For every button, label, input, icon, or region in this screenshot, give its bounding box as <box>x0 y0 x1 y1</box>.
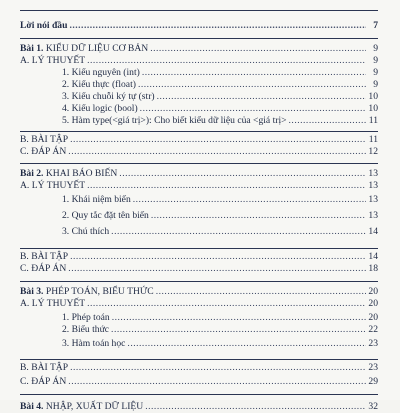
toc-subentry[interactable] <box>20 226 378 238</box>
toc-page-number: 9 <box>373 55 378 66</box>
toc-page-number: 11 <box>368 134 378 145</box>
lesson-label: Bài 1. <box>20 43 44 54</box>
toc-entry-title: A. LÝ THUYẾT <box>20 180 86 191</box>
toc-page-number: 29 <box>368 376 378 387</box>
dot-leader <box>145 401 366 413</box>
toc-entry-title: 3. Chú thích <box>62 226 110 237</box>
toc-entry-title: 3. Hàm toán học <box>62 338 126 349</box>
dot-leader <box>138 79 366 91</box>
dot-leader <box>87 180 366 192</box>
dot-leader <box>70 134 366 146</box>
dot-leader <box>142 67 366 79</box>
toc-entry-lesson-2-answers[interactable] <box>20 263 378 275</box>
toc-subentry[interactable] <box>20 79 378 91</box>
toc-page-number: 20 <box>368 312 378 323</box>
dot-leader <box>151 210 366 222</box>
toc-page-number: 13 <box>368 194 378 205</box>
dot-leader <box>112 312 366 324</box>
toc-page-number: 13 <box>368 168 378 179</box>
divider <box>20 38 378 39</box>
toc-entry-title: 2. Quy tắc đặt tên biến <box>62 210 149 221</box>
toc-page-number: 13 <box>368 210 378 221</box>
toc-entry-title: PHÉP TOÁN, BIỂU THỨC <box>45 286 154 297</box>
toc-entry-title: C. ĐÁP ÁN <box>20 263 67 274</box>
dot-leader <box>68 263 366 275</box>
toc-entry-lesson-2[interactable] <box>20 168 378 180</box>
dot-leader <box>111 226 366 238</box>
toc-subentry[interactable] <box>20 324 378 336</box>
dot-leader <box>111 324 366 336</box>
toc-page-number: 12 <box>368 146 378 157</box>
toc-page-number: 9 <box>373 79 378 90</box>
dot-leader <box>157 91 366 103</box>
toc-subentry[interactable] <box>20 338 378 350</box>
toc-entry-title: NHẬP, XUẤT DỮ LIỆU <box>45 401 144 412</box>
divider <box>20 248 378 249</box>
toc-page-number: 22 <box>368 324 378 335</box>
toc-page-number: 9 <box>373 43 378 54</box>
toc-subentry[interactable] <box>20 115 378 127</box>
dot-leader <box>119 168 366 180</box>
toc-page-number: 13 <box>368 180 378 191</box>
toc-entry-lesson-3-exercises[interactable] <box>20 362 378 374</box>
toc-subentry[interactable] <box>20 210 378 222</box>
toc-entry-lesson-1-theory[interactable] <box>20 55 378 67</box>
toc-entry-title: Lời nói đầu <box>20 20 68 31</box>
toc-entry-lesson-1-exercises[interactable] <box>20 134 378 146</box>
toc-subentry[interactable] <box>20 91 378 103</box>
toc-page-number: 14 <box>368 226 378 237</box>
toc-page-number: 9 <box>373 67 378 78</box>
toc-entry-title: C. ĐÁP ÁN <box>20 376 67 387</box>
toc-entry-title: 2. Biểu thức <box>62 324 110 335</box>
toc-page-number: 7 <box>373 20 378 31</box>
toc-entry-title: B. BÀI TẬP <box>20 134 69 145</box>
toc-page-number: 18 <box>368 263 378 274</box>
divider <box>20 281 378 282</box>
dot-leader <box>69 20 366 32</box>
toc-entry-lesson-3-answers[interactable] <box>20 376 378 388</box>
toc-entry-preface[interactable] <box>20 20 378 32</box>
toc-entry-title: C. ĐÁP ÁN <box>20 146 67 157</box>
divider <box>20 10 378 11</box>
toc-entry-lesson-4[interactable] <box>20 401 378 413</box>
divider <box>20 394 378 395</box>
toc-entry-lesson-1[interactable] <box>20 43 378 55</box>
dot-leader <box>289 115 366 127</box>
lesson-label: Bài 2. <box>20 168 44 179</box>
toc-page-number: 23 <box>368 362 378 373</box>
toc-entry-title: 4. Kiểu logic (bool) <box>62 103 138 114</box>
dot-leader <box>156 286 366 298</box>
toc-page-number: 11 <box>368 115 378 126</box>
toc-entry-lesson-3[interactable] <box>20 286 378 298</box>
dot-leader <box>68 376 366 388</box>
divider <box>20 359 378 360</box>
lesson-label: Bài 3. <box>20 286 44 297</box>
toc-page-number: 10 <box>368 103 378 114</box>
dot-leader <box>127 338 366 350</box>
dot-leader <box>133 194 366 206</box>
toc-subentry[interactable] <box>20 312 378 324</box>
table-of-contents <box>20 10 378 413</box>
toc-subentry[interactable] <box>20 67 378 79</box>
dot-leader <box>68 146 366 158</box>
dot-leader <box>70 251 366 263</box>
toc-entry-title: 2. Kiểu thực (float) <box>62 79 136 90</box>
dot-leader <box>87 55 366 67</box>
toc-entry-title: B. BÀI TẬP <box>20 251 69 262</box>
dot-leader <box>70 362 366 374</box>
toc-entry-title: 3. Kiểu chuỗi ký tự (str) <box>62 91 155 102</box>
toc-subentry[interactable] <box>20 103 378 115</box>
toc-entry-lesson-3-theory[interactable] <box>20 298 378 310</box>
toc-entry-title: 1. Kiểu nguyên (int) <box>62 67 140 78</box>
toc-entry-title: KIỂU DỮ LIỆU CƠ BẢN <box>45 43 149 54</box>
toc-page-number: 14 <box>368 251 378 262</box>
toc-entry-title: A. LÝ THUYẾT <box>20 55 86 66</box>
toc-entry-title: 5. Hàm type(<giá trị>): Cho biết kiểu dữ liệu của <giá trị> <box>62 115 287 126</box>
toc-page-number: 20 <box>368 286 378 297</box>
toc-page-number: 10 <box>368 91 378 102</box>
toc-entry-title: 1. Phép toán <box>62 312 110 323</box>
toc-subentry[interactable] <box>20 194 378 206</box>
toc-page-number: 23 <box>368 338 378 349</box>
toc-entry-title: B. BÀI TẬP <box>20 362 69 373</box>
toc-entry-lesson-2-exercises[interactable] <box>20 251 378 263</box>
toc-entry-lesson-1-answers[interactable] <box>20 146 378 158</box>
dot-leader <box>87 298 366 310</box>
toc-entry-title: A. LÝ THUYẾT <box>20 298 86 309</box>
toc-page-number: 32 <box>368 401 378 412</box>
toc-page-number: 20 <box>368 298 378 309</box>
toc-entry-lesson-2-theory[interactable] <box>20 180 378 192</box>
lesson-label: Bài 4. <box>20 401 44 412</box>
toc-entry-title: 1. Khái niệm biến <box>62 194 131 205</box>
dot-leader <box>140 103 366 115</box>
divider <box>20 163 378 164</box>
toc-entry-title: KHAI BÁO BIẾN <box>45 168 118 179</box>
dot-leader <box>150 43 366 55</box>
divider <box>20 131 378 132</box>
